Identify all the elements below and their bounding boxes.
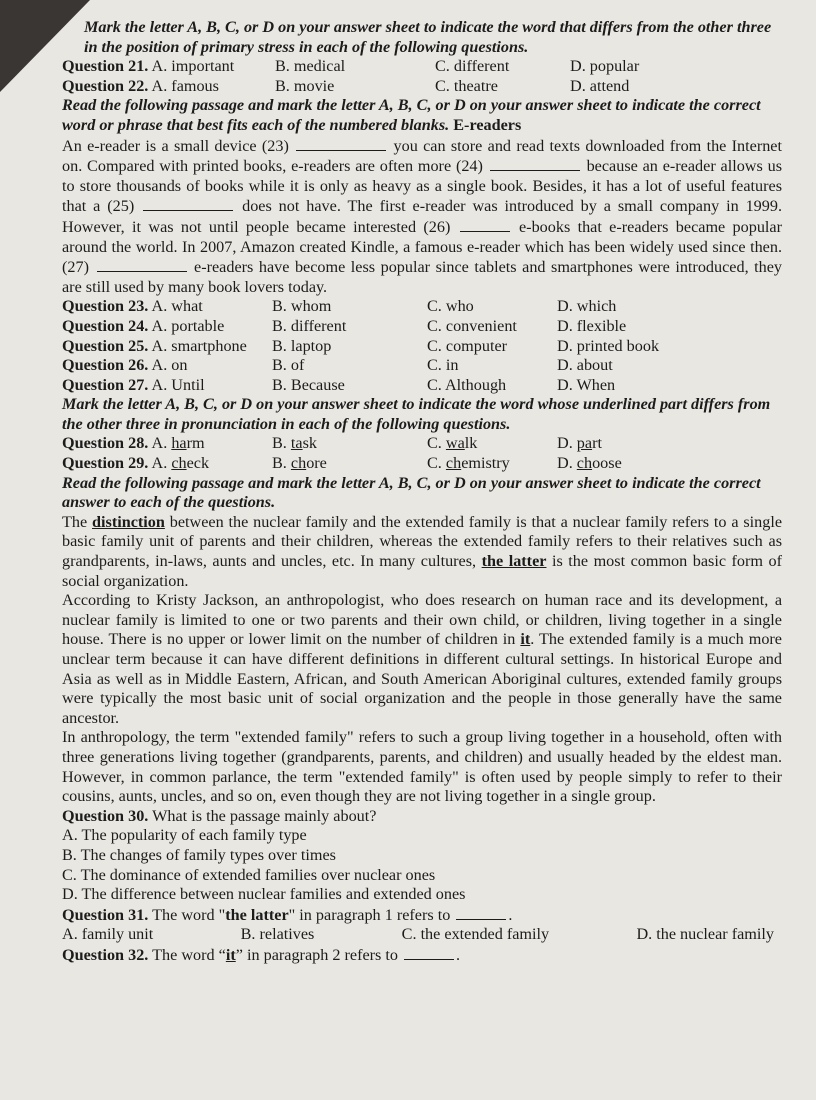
keyword-it: it	[520, 630, 531, 649]
option-d[interactable]: D. flexible	[557, 316, 627, 335]
reading-paragraph-2: According to Kristy Jackson, an anthropologist, who does research on human race and its development, a nuclear family is limited to one or two parents and their own child, or children, living together in a single house. There is no upper or lower limit on the number of children in it. The extended family is a much more unclear term because it can have different definitions in different cultural settings. In historical Europe and Asia as well as in Middle Eastern, African, and South American Aboriginal cultures, extended family groups were typically the most basic unit of social organization and the people in those generally have the same ancestor.	[62, 591, 782, 727]
option-d[interactable]: D. popular	[570, 57, 640, 76]
option-d[interactable]: D. printed book	[557, 336, 660, 355]
blank-26	[460, 217, 510, 232]
blank-23	[296, 136, 386, 151]
option-b[interactable]: B. movie	[275, 76, 335, 95]
option-a[interactable]: A. check	[151, 454, 210, 473]
cloze-title: E-readers	[453, 115, 522, 134]
passage-text: does not have. The first e-reader was introduced by a small company in 1999. However, it was not until people became interested (26)	[62, 197, 783, 236]
cloze-passage	[62, 136, 782, 298]
question-29	[62, 454, 782, 474]
question-label: Question 31.	[62, 905, 149, 924]
question-label: Question 23.	[62, 297, 149, 316]
question-31: Question 31. The word "the latter" in paragraph 1 refers to . A. family unit B. relatives C. the extended family D. the nuclear family	[62, 905, 774, 944]
question-label: Question 27.	[62, 375, 149, 394]
option-c[interactable]: C. Although	[427, 375, 507, 394]
option-a[interactable]: A. harm	[151, 434, 205, 453]
option-d[interactable]: D. the nuclear family	[636, 925, 774, 944]
option-a[interactable]: A. Until	[151, 375, 205, 394]
question-label: Question 26.	[62, 356, 149, 375]
question-26	[62, 356, 782, 376]
question-21	[62, 57, 782, 77]
question-label: Question 30.	[62, 806, 149, 825]
option-a[interactable]: A. smartphone	[151, 336, 247, 355]
option-d[interactable]: D. which	[557, 297, 617, 316]
instruction-reading: Read the following passage and mark the letter A, B, C, or D on your answer sheet to indicate the correct answer to each of the questions.	[62, 473, 761, 512]
option-d[interactable]: D. part	[557, 434, 602, 453]
option-c[interactable]: C. chemistry	[427, 454, 510, 473]
option-a[interactable]: A. portable	[151, 316, 225, 335]
passage-text: you can store and read texts downloaded from the Internet on. Compared with printed books, e-readers are often more (24)	[62, 136, 782, 176]
option-a[interactable]: A. important	[151, 57, 235, 76]
option-c[interactable]: C. theatre	[435, 76, 498, 95]
blank-24	[490, 156, 580, 171]
keyword-distinction: distinction	[92, 512, 165, 531]
instruction-cloze-text: Read the following passage and mark the letter A, B, C, or D on your answer sheet to indicate the correct word or phrase that best fits each of the numbered blanks.	[62, 96, 761, 134]
question-23	[62, 297, 782, 317]
option-b[interactable]: B. different	[272, 316, 347, 335]
option-b[interactable]: B. The changes of family types over times	[62, 845, 336, 864]
option-c[interactable]: C. different	[435, 57, 510, 76]
passage-text: because an e-reader allows us to store thousands of books while it is only as heavy as a single book. Besides, it has a lot of useful features that a (25)	[62, 157, 783, 216]
question-label: Question 22.	[62, 76, 149, 95]
question-text: What is the passage mainly about?	[152, 806, 377, 825]
option-a[interactable]: A. family unit	[62, 925, 154, 944]
question-label: Question 21.	[62, 57, 149, 76]
question-27	[62, 376, 782, 396]
option-b[interactable]: B. chore	[272, 454, 327, 473]
reading-paragraph-1: The distinction between the nuclear family and the extended family is that a nuclear family refers to a single basic family unit of parents and their children, whereas the extended family refers to their relatives such as grandparents, in-laws, aunts and uncles, etc. In many cultures, the latter is the most common basic form of social organization.	[62, 512, 783, 590]
option-b[interactable]: B. Because	[272, 375, 345, 394]
option-c[interactable]: C. convenient	[427, 316, 517, 335]
option-c[interactable]: C. computer	[427, 336, 508, 355]
option-b[interactable]: B. medical	[275, 57, 346, 76]
question-label: Question 25.	[62, 336, 149, 355]
passage-text: e-readers have become less popular since tablets and smartphones were introduced, they are still used by many book lovers today.	[62, 258, 783, 296]
question-label: Question 28.	[62, 434, 149, 453]
reading-paragraph-3: In anthropology, the term "extended family" refers to such a group living together in a household, often with three generations living together (grandparents, parents, and children) and usually headed by the eldest man. However, in common parlance, the term "extended family" is often used by people simply to refer to their cousins, aunts, uncles, and so on, even though they are not living together in a single group.	[62, 728, 782, 806]
instruction-stress: Mark the letter A, B, C, or D on your answer sheet to indicate the word that differs from the other three in the position of primary stress in each of the following questions.	[84, 18, 772, 56]
option-c[interactable]: C. in	[427, 356, 459, 375]
question-24	[62, 317, 782, 337]
option-d[interactable]: D. attend	[570, 76, 630, 95]
option-d[interactable]: D. When	[557, 375, 616, 394]
option-c[interactable]: C. walk	[427, 434, 478, 453]
option-c[interactable]: C. who	[427, 297, 474, 316]
option-c[interactable]: C. The dominance of extended families over nuclear ones	[62, 865, 436, 884]
blank-27	[97, 257, 187, 272]
option-d[interactable]: D. The difference between nuclear families and extended ones	[62, 885, 466, 904]
blank-25	[143, 196, 233, 211]
option-a[interactable]: A. famous	[151, 76, 219, 95]
question-25	[62, 337, 782, 357]
option-b[interactable]: B. laptop	[272, 336, 332, 355]
answer-blank	[404, 945, 454, 960]
option-a[interactable]: A. The popularity of each family type	[62, 826, 307, 845]
option-d[interactable]: D. about	[557, 356, 613, 375]
question-28	[62, 434, 782, 454]
keyword-the-latter: the latter	[481, 552, 547, 571]
option-a[interactable]: A. on	[151, 356, 188, 375]
option-a[interactable]: A. what	[151, 297, 203, 316]
question-label: Question 24.	[62, 316, 149, 335]
question-32: Question 32. The word “it” in paragraph 2 refers to .	[62, 945, 461, 964]
keyword: it	[225, 945, 236, 964]
instruction-pronunciation: Mark the letter A, B, C, or D on your answer sheet to indicate the word whose underlined part differs from the other three in pronunciation in each of the following questions.	[62, 395, 771, 433]
keyword: the latter	[225, 905, 289, 924]
question-label: Question 32.	[62, 945, 149, 964]
option-b[interactable]: B. task	[272, 434, 317, 453]
question-label: Question 29.	[62, 454, 149, 473]
passage-text: An e-reader is a small device (23)	[62, 136, 289, 155]
option-c[interactable]: C. the extended family	[401, 925, 550, 944]
question-30	[62, 807, 782, 905]
passage-text: e-books that e-readers became popular around the world. In 2007, Amazon created Kindle, a famous e-reader which has been widely used since then. (27)	[62, 217, 783, 277]
answer-blank	[456, 905, 506, 920]
option-b[interactable]: B. relatives	[240, 925, 315, 944]
question-22	[62, 77, 782, 97]
instruction-cloze	[62, 96, 782, 135]
option-b[interactable]: B. whom	[272, 297, 332, 316]
option-b[interactable]: B. of	[272, 356, 305, 375]
option-d[interactable]: D. choose	[557, 454, 622, 473]
exam-page	[62, 18, 782, 966]
